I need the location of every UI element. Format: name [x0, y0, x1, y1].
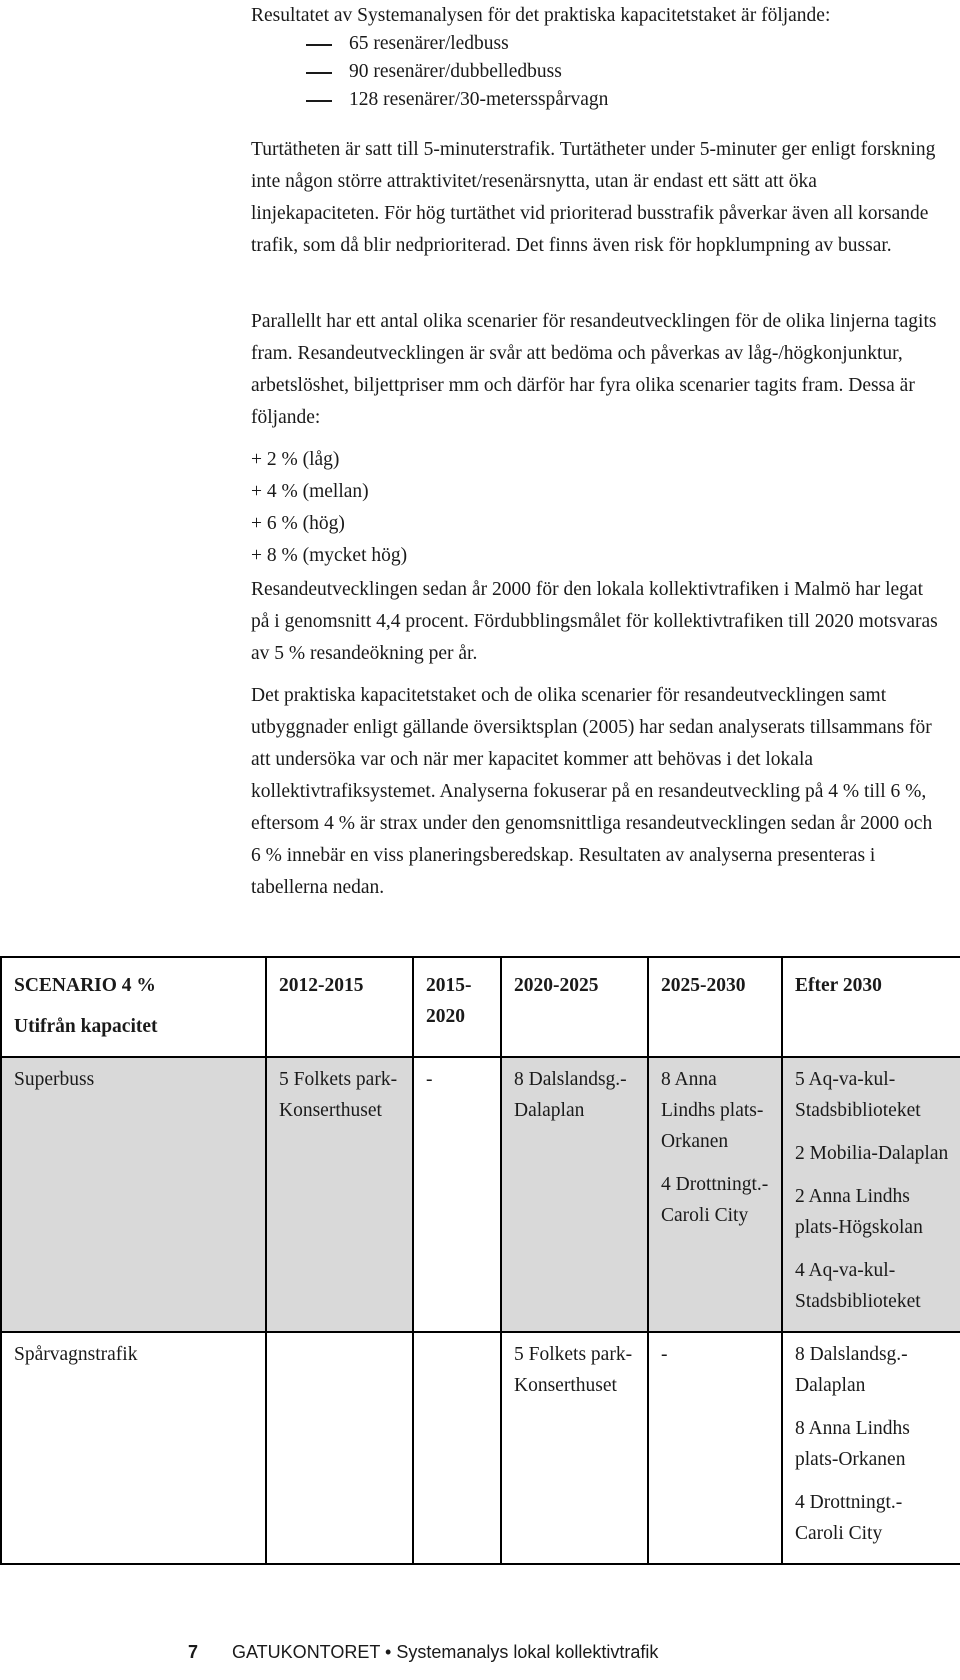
- table-cell: [782, 1057, 960, 1332]
- scenario-item: + 4 % (mellan): [251, 481, 369, 502]
- resande-paragraph: Resandeutvecklingen sedan år 2000 för den lokala kollektivtrafiken i Malmö har legat på i genomsnitt 4,4 procent. Fördubblingsmålet för kollektivtrafiken till 2020 motsvaras av 5 % resandeökning per år.: [251, 579, 938, 664]
- cell-item: 8 Dalslandsg.-Dalaplan: [514, 1069, 627, 1121]
- table-row: [1, 1332, 960, 1564]
- cell-item: 4 Drottningt.-Caroli City: [795, 1492, 903, 1544]
- capacity-item: 128 resenärer/30-metersspårvagn: [251, 86, 941, 114]
- cell-item: 2 Mobilia-Dalaplan: [795, 1143, 949, 1164]
- header-period-cell: 2020-2025: [501, 957, 648, 1057]
- scenario-table: [0, 956, 960, 1565]
- table-cell: [413, 1057, 501, 1332]
- footer-text: GATUKONTORET • Systemanalys lokal kollektivtrafik: [232, 1642, 659, 1662]
- scenario-section: [251, 306, 941, 572]
- cell-item: 8 Dalslandsg.-Dalaplan: [795, 1344, 908, 1396]
- table-cell: [413, 1332, 501, 1564]
- table-cell: [648, 1057, 782, 1332]
- header-scenario-cell: [1, 957, 266, 1057]
- scenarier-paragraph: Parallellt har ett antal olika scenarier för resandeutvecklingen för de olika linjerna tagits fram. Resandeutvecklingen är svår att bedöma och påverkas av låg-/högkonjunktur, arbetslöshet, biljettpriser mm och därför har fyra olika scenarier tagits fram. Dessa är följande:: [251, 311, 937, 428]
- cell-item: 5 Aq-va-kul-Stadsbiblioteket: [795, 1069, 921, 1121]
- table-row: [1, 1057, 960, 1332]
- table-cell: [501, 1057, 648, 1332]
- cell-item: 5 Folkets park-Konserthuset: [514, 1344, 633, 1396]
- table-cell: [266, 1057, 413, 1332]
- cell-item: 4 Drottningt.-Caroli City: [661, 1174, 769, 1226]
- resande-section: [251, 574, 941, 670]
- header-period-cell: 2012-2015: [266, 957, 413, 1057]
- scenario-list: [251, 444, 941, 572]
- intro-paragraph: Resultatet av Systemanalysen för det praktiska kapacitetstaket är följande:: [251, 5, 831, 26]
- turtathet-section: [251, 134, 941, 262]
- scenario-item: + 2 % (låg): [251, 449, 340, 470]
- capacity-item: 65 resenärer/ledbuss: [251, 30, 941, 58]
- cell-item: 5 Folkets park-Konserthuset: [279, 1069, 398, 1121]
- row-label: Spårvagnstrafik: [1, 1332, 266, 1564]
- table-cell: [648, 1332, 782, 1564]
- row-label: Superbuss: [1, 1057, 266, 1332]
- scenario-subtitle: Utifrån kapacitet: [14, 1016, 158, 1037]
- praktiska-paragraph: Det praktiska kapacitetstaket och de olika scenarier för resandeutvecklingen samt utbyggnader enligt gällande översiktsplan (2005) har sedan analyserats tillsammans för att undersöka var och när mer kapacitet kommer att behövas i det lokala kollektivtrafiksystemet. Analyserna fokuserar på en resandeutveckling på 4 % till 6 %, eftersom 4 % är strax under den genomsnittliga resandeutvecklingen sedan år 2000 och 6 % innebär en viss planeringsberedskap. Resultaten av analyserna presenteras i tabellerna nedan.: [251, 685, 933, 898]
- scenario-item: + 6 % (hög): [251, 513, 345, 534]
- cell-item: 8 Anna Lindhs plats-Orkanen: [795, 1418, 910, 1470]
- header-period-cell: 2015- 2020: [413, 957, 501, 1057]
- cell-item: -: [661, 1344, 668, 1365]
- capacity-section: [251, 2, 941, 114]
- table-cell: [782, 1332, 960, 1564]
- capacity-item: 90 resenärer/dubbelledbuss: [251, 58, 941, 86]
- cell-item: 8 Anna Lindhs plats-Orkanen: [661, 1069, 764, 1152]
- cell-item: 4 Aq-va-kul-Stadsbiblioteket: [795, 1260, 921, 1312]
- scenario-title: SCENARIO 4 %: [14, 975, 156, 996]
- header-period-cell: 2025-2030: [648, 957, 782, 1057]
- page-number: 7: [188, 1642, 199, 1662]
- header-period-cell: Efter 2030: [782, 957, 960, 1057]
- turtathet-paragraph: Turtätheten är satt till 5-minuterstrafik. Turtätheter under 5-minuter ger enligt forskning inte någon större attraktivitet/resenärsnytta, utan är endast ett sätt att öka linjekapaciteten. För hög turtäthet vid prioriterad busstrafik påverkar även all korsande trafik, som då blir nedprioriterad. Det finns även risk för hopklumpning av bussar.: [251, 139, 936, 256]
- table-cell: [501, 1332, 648, 1564]
- scenario-item: + 8 % (mycket hög): [251, 545, 408, 566]
- page-footer: [188, 1642, 658, 1663]
- table-header-row: [1, 957, 960, 1057]
- capacity-list: [251, 30, 941, 114]
- cell-item: 2 Anna Lindhs plats-Högskolan: [795, 1186, 923, 1238]
- table-cell: [266, 1332, 413, 1564]
- praktiska-section: [251, 680, 941, 904]
- cell-item: -: [426, 1069, 433, 1090]
